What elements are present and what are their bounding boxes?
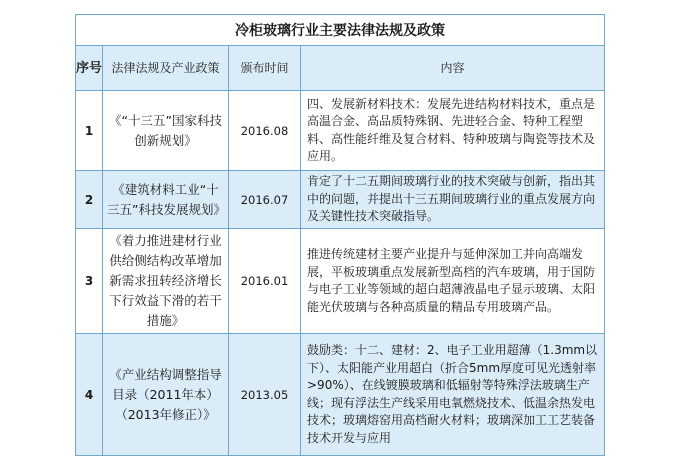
policy-table-frame — [75, 14, 604, 456]
table-title: 冷柜玻璃行业主要法律法规及政策 — [76, 15, 605, 46]
table-row — [76, 334, 605, 456]
row-content: 肯定了十二五期间玻璃行业的技术突破与创新，指出其中的问题，并提出十三五期间玻璃行业的重点发展方向及关键性技术突破指导。 — [301, 171, 605, 229]
row-policy: 《着力推进建材行业供给侧结构改革增加新需求扭转经济增长下行效益下滑的若干措施》 — [103, 229, 229, 334]
row-policy: 《“十三五”国家科技创新规划》 — [103, 91, 229, 171]
row-date: 2016.07 — [229, 171, 301, 229]
row-policy: 《建筑材料工业“十三五”科技发展规划》 — [103, 171, 229, 229]
row-content: 四、发展新材料技术：发展先进结构材料技术，重点是高温合金、高品质特殊钢、先进轻合金、特种工程塑料、高性能纤维及复合材料、特种玻璃与陶瓷等技术及应用。 — [301, 91, 605, 171]
row-seq: 3 — [76, 229, 103, 334]
row-seq: 2 — [76, 171, 103, 229]
row-policy: 《产业结构调整指导目录（2011年本）（2013年修正）》 — [103, 334, 229, 456]
row-content: 推进传统建材主要产业提升与延伸深加工并向高端发展，平板玻璃重点发展新型高档的汽车玻璃，用于国防与电子工业等领域的超白超薄液晶电子显示玻璃、太阳能光伏玻璃与各种高质量的精品专用玻璃产品。 — [301, 229, 605, 334]
policy-table — [75, 14, 605, 456]
row-date: 2013.05 — [229, 334, 301, 456]
table-row — [76, 171, 605, 229]
row-content: 鼓励类：十二、建材：2、电子工业用超薄（1.3mm以下）、太阳能产业用超白（折合5mm厚度可见光透射率>90%）、在线镀膜玻璃和低辐射等特殊浮法玻璃生产线；现有浮法生产线采用电氧燃烧技术、低温余热发电技术；玻璃熔窑用高档耐火材料；玻璃深加工工艺装备技术开发与应用 — [301, 334, 605, 456]
row-date: 2016.08 — [229, 91, 301, 171]
header-policy: 法律法规及产业政策 — [103, 46, 229, 91]
row-date: 2016.01 — [229, 229, 301, 334]
table-title-row — [76, 15, 605, 46]
header-seq: 序号 — [76, 46, 103, 91]
table-header-row — [76, 46, 605, 91]
table-row — [76, 91, 605, 171]
header-content: 内容 — [301, 46, 605, 91]
header-date: 颁布时间 — [229, 46, 301, 91]
row-seq: 4 — [76, 334, 103, 456]
table-row — [76, 229, 605, 334]
row-seq: 1 — [76, 91, 103, 171]
